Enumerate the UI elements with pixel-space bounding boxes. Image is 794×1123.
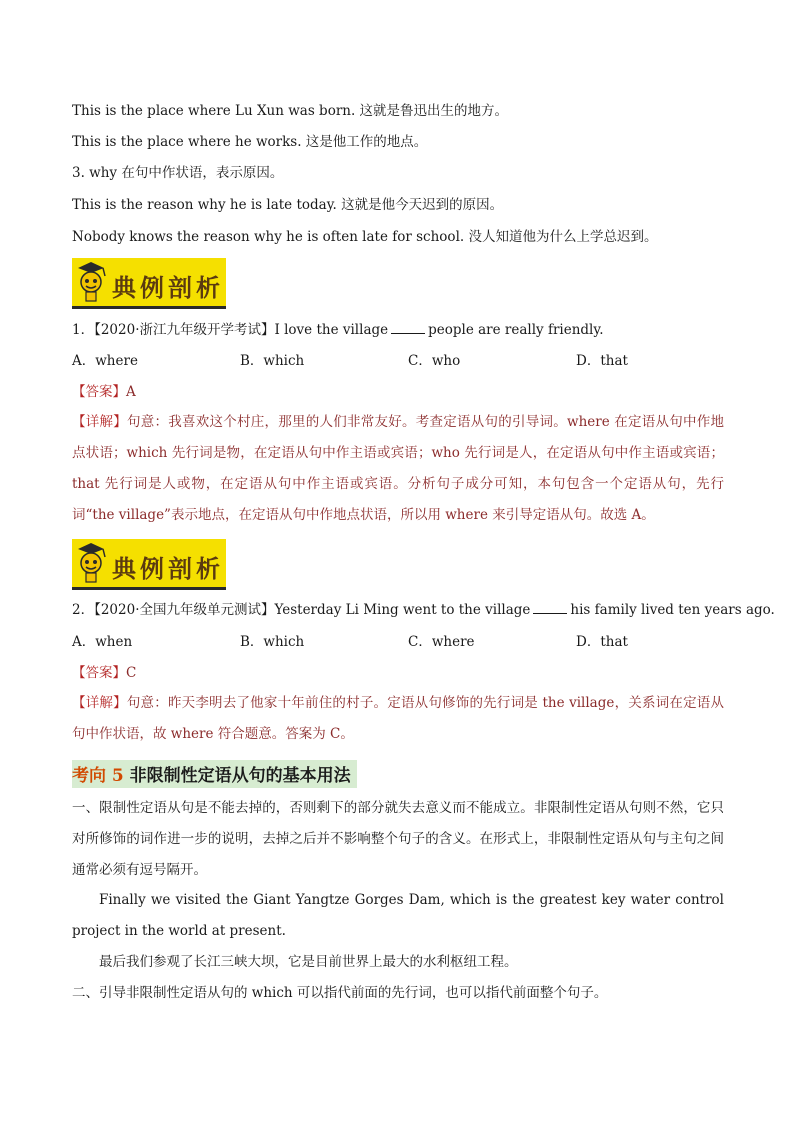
question-2-stem-after: his family lived ten years ago.: [570, 602, 775, 618]
detail-text: 句意：昨天李明去了他家十年前住的村子。定语从句修饰的先行词是 the village，关系词在定语从句中作状语，故 where 符合题意。答案为 C。: [72, 695, 725, 742]
detail-label: 【详解】: [72, 414, 128, 430]
body-paragraph: 二、引导非限制性定语从句的 which 可以指代前面的先行词，也可以指代前面整个句子。: [72, 985, 608, 1001]
section-title-text: 非限制性定语从句的基本用法: [129, 766, 351, 786]
question-1-stem-after: people are really friendly.: [428, 322, 604, 338]
body-paragraph: 一、限制性定语从句是不能去掉的，否则剩下的部分就失去意义而不能成立。非限制性定语从句则不然，它只对所修饰的词作进一步的说明，去掉之后并不影响整个句子的含义。在形式上，非限制性定语从句与主句之间通常必须有逗号隔开。: [72, 800, 724, 878]
detail-label: 【详解】: [72, 695, 127, 711]
example-sentence: Nobody knows the reason why he is often late for school. 没人知道他为什么上学总迟到。: [72, 229, 658, 245]
option-a: A．where: [72, 353, 138, 369]
example-analysis-banner: [72, 539, 226, 590]
scholar-mascot-icon: [74, 260, 108, 304]
question-2-stem: [72, 600, 775, 620]
question-2-detail: [72, 688, 724, 750]
section-prefix: 考向 5: [72, 766, 124, 786]
rule-heading: 3. why 在句中作状语，表示原因。: [72, 165, 284, 181]
example-analysis-banner: [72, 258, 226, 309]
option-d: D．that: [576, 353, 628, 369]
answer-blank: [391, 321, 425, 334]
option-c: C．where: [408, 634, 475, 650]
answer-label: 【答案】: [72, 384, 126, 400]
example-sentence: This is the reason why he is late today. 这就是他今天迟到的原因。: [72, 197, 504, 213]
english-example: Finally we visited the Giant Yangtze Gorges Dam, which is the greatest key water control project in the world at present.: [72, 892, 724, 939]
answer-blank: [533, 601, 567, 614]
answer-value: A: [126, 384, 136, 400]
question-1-stem-before: 1．【2020·浙江九年级开学考试】I love the village: [72, 322, 389, 338]
detail-text: 句意：我喜欢这个村庄，那里的人们非常友好。考查定语从句的引导词。where 在定语从句中作地点状语；which 先行词是物，在定语从句中作主语或宾语；who 先行词是人，在定语从句中作主语或宾语；that 先行词是人或物，在定语从句中作主语或宾语。分析句子成分可知，本句包含一个定语从句，先行词“the village”表示地点，在定语从句中作地点状语，所以用 where 来引导定语从句。故选 A。: [72, 414, 725, 523]
question-1-detail: [72, 407, 724, 531]
option-d: D．that: [576, 634, 628, 650]
option-b: B．which: [240, 634, 305, 650]
option-b: B．which: [240, 353, 305, 369]
example-sentence: This is the place where he works. 这是他工作的地点。: [72, 134, 428, 150]
chinese-translation: 最后我们参观了长江三峡大坝，它是目前世界上最大的水利枢纽工程。: [99, 954, 518, 970]
scholar-mascot-icon: [74, 541, 108, 585]
option-a: A．when: [72, 634, 133, 650]
question-2-answer: [72, 663, 136, 683]
section-heading: [72, 760, 357, 788]
banner-label: 典例剖析: [112, 273, 224, 302]
question-1-answer: [72, 382, 136, 402]
answer-value: C: [126, 665, 137, 681]
banner-label: 典例剖析: [112, 554, 224, 583]
answer-label: 【答案】: [72, 665, 126, 681]
question-1-stem: [72, 320, 604, 340]
question-2-stem-before: 2．【2020·全国九年级单元测试】Yesterday Li Ming went to the village: [72, 602, 531, 618]
example-sentence: This is the place where Lu Xun was born. 这就是鲁迅出生的地方。: [72, 103, 509, 119]
option-c: C．who: [408, 353, 461, 369]
